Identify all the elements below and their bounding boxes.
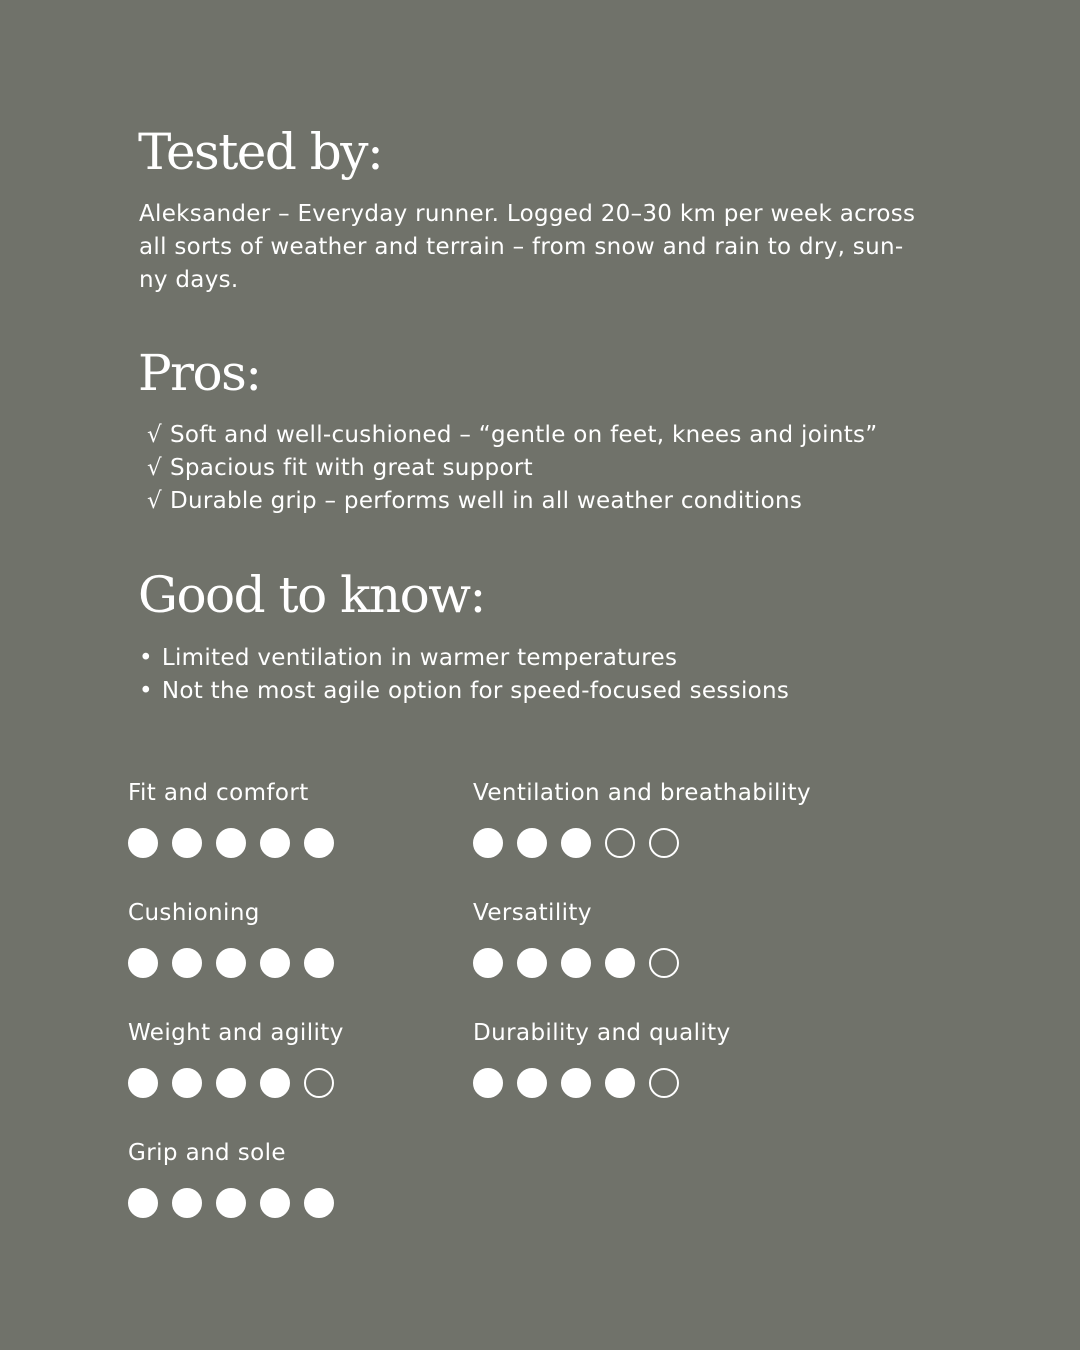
pros-item bbox=[147, 452, 878, 485]
empty-dot-icon bbox=[605, 828, 635, 858]
check-icon: √ bbox=[147, 422, 162, 448]
rating-label: Ventilation and breathability bbox=[473, 780, 812, 806]
filled-dot-icon bbox=[216, 1068, 246, 1098]
rating-dots bbox=[128, 1188, 334, 1218]
filled-dot-icon bbox=[172, 1068, 202, 1098]
filled-dot-icon bbox=[517, 948, 547, 978]
good-to-know-list bbox=[139, 642, 789, 708]
filled-dot-icon bbox=[304, 948, 334, 978]
pros-list bbox=[147, 419, 878, 518]
empty-dot-icon bbox=[649, 1068, 679, 1098]
rating-dots bbox=[473, 828, 811, 858]
filled-dot-icon bbox=[517, 828, 547, 858]
empty-dot-icon bbox=[649, 948, 679, 978]
rating-dots bbox=[128, 948, 334, 978]
filled-dot-icon bbox=[128, 948, 158, 978]
rating-ventilation-and-breathability bbox=[473, 778, 811, 858]
rating-fit-and-comfort bbox=[128, 778, 334, 858]
rating-weight-and-agility bbox=[128, 1018, 344, 1098]
filled-dot-icon bbox=[128, 1068, 158, 1098]
filled-dot-icon bbox=[216, 828, 246, 858]
filled-dot-icon bbox=[260, 1188, 290, 1218]
rating-label: Grip and sole bbox=[128, 1140, 286, 1166]
rating-label: Weight and agility bbox=[128, 1020, 344, 1046]
check-icon: √ bbox=[147, 488, 162, 514]
filled-dot-icon bbox=[128, 828, 158, 858]
filled-dot-icon bbox=[473, 948, 503, 978]
rating-grip-and-sole bbox=[128, 1138, 334, 1218]
rating-dots bbox=[473, 1068, 731, 1098]
check-icon: √ bbox=[147, 455, 162, 481]
good-to-know-item-text: Limited ventilation in warmer temperatures bbox=[161, 645, 678, 671]
filled-dot-icon bbox=[561, 1068, 591, 1098]
pros-heading: Pros: bbox=[138, 344, 261, 402]
filled-dot-icon bbox=[172, 828, 202, 858]
rating-dots bbox=[473, 948, 679, 978]
filled-dot-icon bbox=[260, 948, 290, 978]
filled-dot-icon bbox=[260, 1068, 290, 1098]
filled-dot-icon bbox=[172, 1188, 202, 1218]
pros-item-text: Spacious fit with great support bbox=[169, 455, 533, 481]
rating-label: Versatility bbox=[473, 900, 592, 926]
filled-dot-icon bbox=[517, 1068, 547, 1098]
filled-dot-icon bbox=[172, 948, 202, 978]
filled-dot-icon bbox=[561, 828, 591, 858]
filled-dot-icon bbox=[128, 1188, 158, 1218]
pros-item bbox=[147, 485, 878, 518]
rating-durability-and-quality bbox=[473, 1018, 731, 1098]
tested-by-heading: Tested by: bbox=[138, 123, 383, 181]
good-to-know-heading: Good to know: bbox=[138, 566, 485, 624]
empty-dot-icon bbox=[649, 828, 679, 858]
filled-dot-icon bbox=[304, 828, 334, 858]
good-to-know-item bbox=[139, 642, 789, 675]
rating-dots bbox=[128, 1068, 344, 1098]
good-to-know-item bbox=[139, 675, 789, 708]
rating-label: Cushioning bbox=[128, 900, 260, 926]
pros-item-text: Durable grip – performs well in all weather conditions bbox=[169, 488, 803, 514]
filled-dot-icon bbox=[605, 1068, 635, 1098]
filled-dot-icon bbox=[473, 1068, 503, 1098]
rating-cushioning bbox=[128, 898, 334, 978]
filled-dot-icon bbox=[260, 828, 290, 858]
filled-dot-icon bbox=[304, 1188, 334, 1218]
filled-dot-icon bbox=[605, 948, 635, 978]
pros-item bbox=[147, 419, 878, 452]
empty-dot-icon bbox=[304, 1068, 334, 1098]
tester-description: Aleksander – Everyday runner. Logged 20–30 km per week across all sorts of weather and terrain – from snow and rain to dry, sun- ny days. bbox=[139, 201, 916, 293]
bullet-icon: • bbox=[139, 645, 153, 671]
filled-dot-icon bbox=[561, 948, 591, 978]
rating-label: Durability and quality bbox=[473, 1020, 731, 1046]
rating-versatility bbox=[473, 898, 679, 978]
rating-dots bbox=[128, 828, 334, 858]
rating-label: Fit and comfort bbox=[128, 780, 309, 806]
good-to-know-item-text: Not the most agile option for speed-focused sessions bbox=[161, 678, 790, 704]
filled-dot-icon bbox=[216, 1188, 246, 1218]
bullet-icon: • bbox=[139, 678, 153, 704]
filled-dot-icon bbox=[216, 948, 246, 978]
filled-dot-icon bbox=[473, 828, 503, 858]
pros-item-text: Soft and well-cushioned – “gentle on feet, knees and joints” bbox=[169, 422, 878, 448]
